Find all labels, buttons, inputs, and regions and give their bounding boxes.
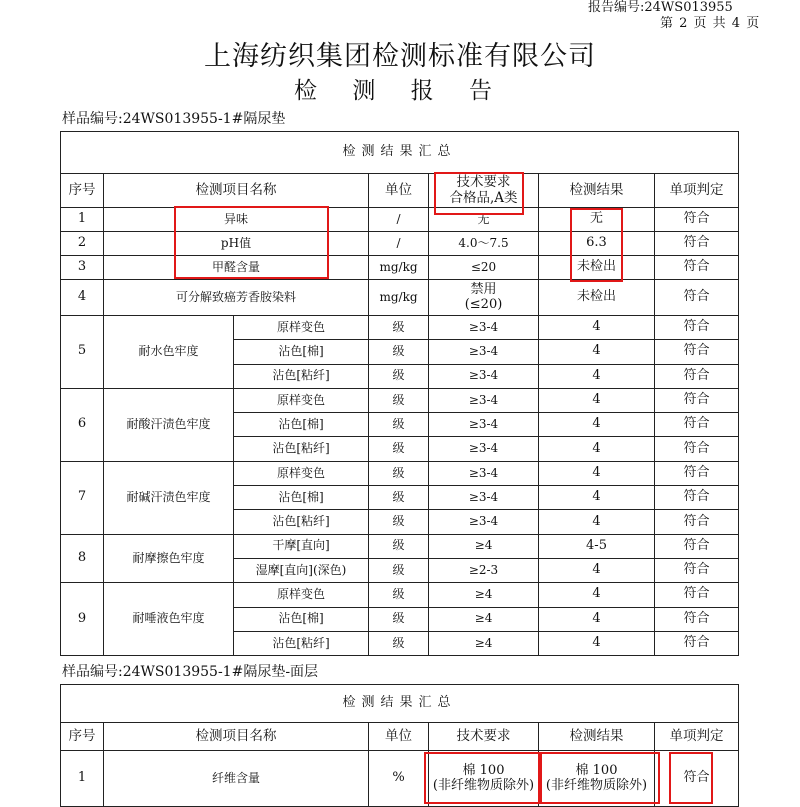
cell-result: 4 (539, 364, 655, 388)
cell-unit: 级 (369, 486, 429, 510)
cell-judgement: 符合 (655, 631, 739, 655)
header-no: 序号 (61, 723, 104, 751)
cell-result: 4 (539, 631, 655, 655)
cell-judgement: 符合 (655, 558, 739, 582)
table-header-row (61, 174, 739, 208)
cell-judgement: 符合 (655, 413, 739, 437)
cell-unit: mg/kg (369, 280, 429, 316)
cell-item: 异味 (104, 208, 369, 232)
highlight-fiber-judgement (669, 752, 713, 804)
cell-unit: 级 (369, 437, 429, 461)
cell-unit: 级 (369, 364, 429, 388)
cell-judgement: 符合 (655, 388, 739, 412)
cell-subitem: 沾色[棉] (234, 607, 369, 631)
cell-result: 4 (539, 607, 655, 631)
cell-judgement: 符合 (655, 510, 739, 534)
cell-unit: 级 (369, 558, 429, 582)
cell-result: 4 (539, 583, 655, 607)
cell-subitem: 沾色[粘纤] (234, 364, 369, 388)
cell-item: 甲醛含量 (104, 256, 369, 280)
cell-subitem: 沾色[粘纤] (234, 510, 369, 534)
document-title: 检 测 报 告 (294, 78, 506, 104)
cell-unit: / (369, 232, 429, 256)
cell-requirement: ≥3-4 (429, 461, 539, 485)
highlight-fiber-requirement (424, 752, 540, 804)
cell-requirement: 4.0～7.5 (429, 232, 539, 256)
cell-requirement-line2: (非纤维物质除外) (432, 777, 535, 793)
header-requirement-line2: 合格品,A类 (449, 189, 518, 206)
header-requirement: 技术要求 (429, 723, 539, 751)
cell-requirement: ≥3-4 (429, 316, 539, 340)
cell-requirement-line1: 禁用 (470, 281, 497, 297)
cell-item: 耐水色牢度 (104, 316, 234, 389)
cell-no: 4 (61, 280, 104, 316)
cell-judgement: 符合 (655, 607, 739, 631)
cell-item: 耐摩擦色牢度 (104, 534, 234, 583)
cell-requirement: ≥3-4 (429, 364, 539, 388)
cell-result: 4 (539, 437, 655, 461)
header-result: 检测结果 (539, 723, 655, 751)
cell-judgement: 符合 (655, 316, 739, 340)
cell-judgement: 符合 (655, 486, 739, 510)
results-table-1 (60, 131, 739, 656)
cell-requirement: ≥3-4 (429, 388, 539, 412)
header-item: 检测项目名称 (104, 723, 369, 751)
table-row (61, 461, 739, 485)
highlight-fiber-result (540, 752, 660, 804)
cell-requirement: ≤20 (429, 256, 539, 280)
cell-subitem: 湿摩[直向](深色) (234, 558, 369, 582)
cell-requirement: ≥4 (429, 583, 539, 607)
header-judgement: 单项判定 (655, 723, 739, 751)
cell-judgement: 符合 (655, 751, 739, 807)
cell-result-line1: 棉 100 (575, 762, 618, 778)
cell-requirement: ≥3-4 (429, 486, 539, 510)
cell-result: 4-5 (539, 534, 655, 558)
page-number: 第 2 页 共 4 页 (660, 16, 761, 31)
highlight-requirement-header (434, 172, 524, 215)
cell-result-line2: (非纤维物质除外) (545, 777, 648, 793)
cell-requirement: ≥3-4 (429, 437, 539, 461)
cell-result: 无 (539, 208, 655, 232)
cell-no: 8 (61, 534, 104, 583)
cell-requirement: ≥4 (429, 534, 539, 558)
cell-subitem: 原样变色 (234, 316, 369, 340)
cell-requirement: 无 (429, 208, 539, 232)
header-item: 检测项目名称 (104, 174, 369, 208)
company-name: 上海纺织集团检测标准有限公司 (204, 41, 596, 72)
cell-requirement: ≥3-4 (429, 510, 539, 534)
cell-requirement-line2: (≤20) (464, 296, 503, 312)
cell-item: 可分解致癌芳香胺染料 (104, 280, 369, 316)
cell-judgement: 符合 (655, 437, 739, 461)
header-unit: 单位 (369, 174, 429, 208)
cell-result: 4 (539, 558, 655, 582)
table-row (61, 388, 739, 412)
cell-judgement: 符合 (655, 461, 739, 485)
cell-judgement: 符合 (655, 583, 739, 607)
cell-requirement-line1: 棉 100 (462, 762, 505, 778)
cell-subitem: 干摩[直向] (234, 534, 369, 558)
table-row (61, 583, 739, 607)
cell-subitem: 沾色[棉] (234, 340, 369, 364)
cell-result: 4 (539, 510, 655, 534)
cell-requirement: ≥3-4 (429, 340, 539, 364)
cell-judgement: 符合 (655, 280, 739, 316)
cell-unit: 级 (369, 631, 429, 655)
cell-result: 未检出 (539, 256, 655, 280)
sample-number-2: 样品编号:24WS013955-1#隔尿垫-面层 (62, 664, 319, 680)
cell-unit: 级 (369, 607, 429, 631)
table-row (61, 280, 739, 316)
cell-subitem: 沾色[粘纤] (234, 631, 369, 655)
cell-subitem: 沾色[粘纤] (234, 437, 369, 461)
cell-result: 4 (539, 316, 655, 340)
cell-no: 9 (61, 583, 104, 656)
header-judgement: 单项判定 (655, 174, 739, 208)
cell-no: 1 (61, 208, 104, 232)
cell-result: 4 (539, 413, 655, 437)
cell-item: 耐酸汗渍色牢度 (104, 388, 234, 461)
cell-judgement: 符合 (655, 208, 739, 232)
table-row (61, 232, 739, 256)
table-caption-2: 检测结果汇总 (61, 685, 739, 723)
cell-unit: 级 (369, 510, 429, 534)
cell-result: 4 (539, 340, 655, 364)
report-number: 报告编号:24WS013955 (588, 0, 733, 15)
cell-result: 4 (539, 486, 655, 510)
cell-no: 7 (61, 461, 104, 534)
table-caption: 检测结果汇总 (61, 132, 739, 174)
sample-number-1: 样品编号:24WS013955-1#隔尿垫 (62, 111, 286, 127)
cell-requirement (429, 280, 539, 316)
cell-subitem: 沾色[棉] (234, 486, 369, 510)
cell-unit: 级 (369, 388, 429, 412)
cell-requirement: ≥4 (429, 607, 539, 631)
cell-judgement: 符合 (655, 364, 739, 388)
cell-unit: 级 (369, 340, 429, 364)
cell-subitem: 沾色[棉] (234, 413, 369, 437)
cell-item: 耐碱汗渍色牢度 (104, 461, 234, 534)
cell-requirement: ≥2-3 (429, 558, 539, 582)
cell-item: 耐唾液色牢度 (104, 583, 234, 656)
cell-result: 4 (539, 461, 655, 485)
header-unit: 单位 (369, 723, 429, 751)
table-row (61, 256, 739, 280)
cell-unit: 级 (369, 534, 429, 558)
header-no: 序号 (61, 174, 104, 208)
cell-subitem: 原样变色 (234, 388, 369, 412)
cell-no: 6 (61, 388, 104, 461)
cell-no: 3 (61, 256, 104, 280)
cell-no: 1 (61, 751, 104, 807)
cell-unit: 级 (369, 413, 429, 437)
table-row (61, 534, 739, 558)
cell-subitem: 原样变色 (234, 461, 369, 485)
cell-result: 6.3 (539, 232, 655, 256)
table-row (61, 316, 739, 340)
cell-requirement: ≥4 (429, 631, 539, 655)
header-result: 检测结果 (539, 174, 655, 208)
cell-judgement: 符合 (655, 256, 739, 280)
cell-no: 2 (61, 232, 104, 256)
cell-item: pH值 (104, 232, 369, 256)
table-row (61, 208, 739, 232)
cell-unit: 级 (369, 583, 429, 607)
header-requirement-line1: 技术要求 (456, 173, 511, 190)
highlight-item-names (174, 206, 329, 279)
cell-unit: mg/kg (369, 256, 429, 280)
cell-result: 4 (539, 388, 655, 412)
cell-unit: 级 (369, 461, 429, 485)
cell-requirement: ≥3-4 (429, 413, 539, 437)
cell-unit: % (369, 751, 429, 807)
highlight-results (570, 208, 623, 282)
cell-unit: 级 (369, 316, 429, 340)
cell-unit: / (369, 208, 429, 232)
cell-subitem: 原样变色 (234, 583, 369, 607)
cell-judgement: 符合 (655, 232, 739, 256)
cell-judgement: 符合 (655, 340, 739, 364)
cell-item: 纤维含量 (104, 751, 369, 807)
table-header-row-2 (61, 723, 739, 751)
cell-judgement: 符合 (655, 534, 739, 558)
cell-no: 5 (61, 316, 104, 389)
cell-result: 未检出 (539, 280, 655, 316)
